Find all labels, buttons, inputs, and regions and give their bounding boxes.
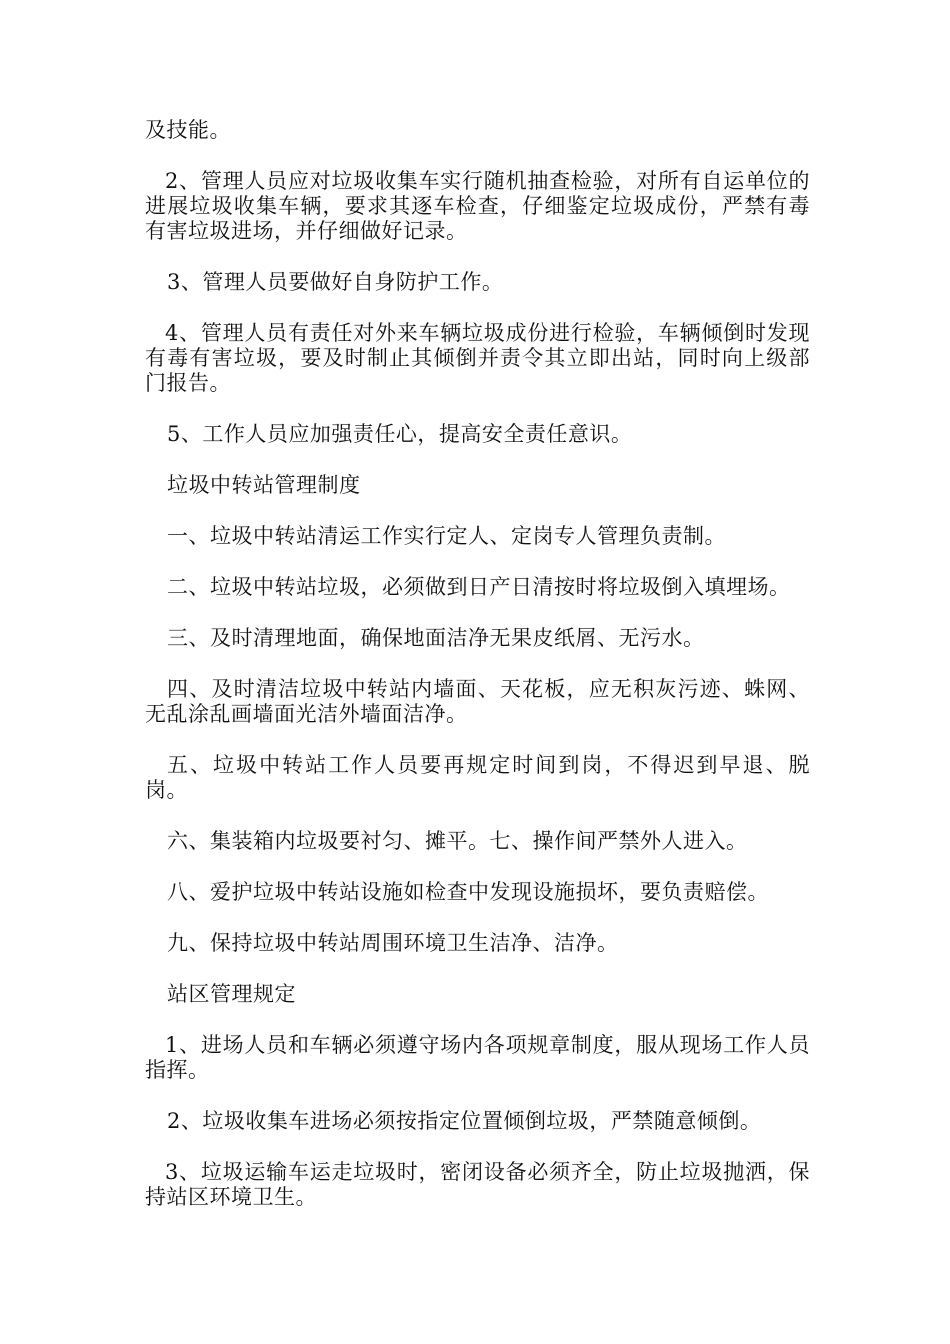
document-body <box>145 118 810 1236</box>
paragraph-item-6-7: 六、集装箱内垃圾要衬匀、摊平。七、操作间严禁外人进入。 <box>167 829 748 853</box>
paragraph-station-rule-2: 2、垃圾收集车进场必须按指定位置倾倒垃圾，严禁随意倾倒。 <box>167 1109 762 1133</box>
paragraph-item-9: 九、保持垃圾中转站周围环境卫生洁净、洁净。 <box>167 931 619 955</box>
paragraph-item-3: 三、及时清理地面，确保地面洁净无果皮纸屑、无污水。 <box>167 626 705 650</box>
paragraph-rule-3: 3、管理人员要做好自身防护工作。 <box>167 270 504 294</box>
paragraph-station-rule-3: 3、垃圾运输车运走垃圾时，密闭设备必须齐全，防止垃圾抛洒，保持站区环境卫生。 <box>145 1160 810 1209</box>
paragraph-item-5: 五、垃圾中转站工作人员要再规定时间到岗，不得迟到早退、脱岗。 <box>145 753 810 802</box>
paragraph-rule-5: 5、工作人员应加强责任心，提高安全责任意识。 <box>167 422 633 446</box>
section-heading-transfer-station: 垃圾中转站管理制度 <box>167 473 361 497</box>
paragraph-item-8: 八、爱护垃圾中转站设施如检查中发现设施损坏，要负责赔偿。 <box>167 880 769 904</box>
paragraph-item-2: 二、垃圾中转站垃圾，必须做到日产日清按时将垃圾倒入填埋场。 <box>167 575 791 599</box>
paragraph-item-1: 一、垃圾中转站清运工作实行定人、定岗专人管理负责制。 <box>167 524 726 548</box>
paragraph-continuation: 及技能。 <box>145 118 231 142</box>
paragraph-item-4: 四、及时清洁垃圾中转站内墙面、天花板，应无积灰污迹、蛛网、无乱涂乱画墙面光洁外墙面洁净。 <box>145 677 810 726</box>
paragraph-rule-2: 2、管理人员应对垃圾收集车实行随机抽查检验，对所有自运单位的进展垃圾收集车辆，要求其逐车检查，仔细鉴定垃圾成份，严禁有毒有害垃圾进场，并仔细做好记录。 <box>145 169 810 243</box>
paragraph-station-rule-1: 1、进场人员和车辆必须遵守场内各项规章制度，服从现场工作人员指挥。 <box>145 1033 810 1082</box>
paragraph-rule-4: 4、管理人员有责任对外来车辆垃圾成份进行检验，车辆倾倒时发现有毒有害垃圾，要及时制止其倾倒并责令其立即出站，同时向上级部门报告。 <box>145 321 810 395</box>
section-heading-station-area: 站区管理规定 <box>167 982 296 1006</box>
